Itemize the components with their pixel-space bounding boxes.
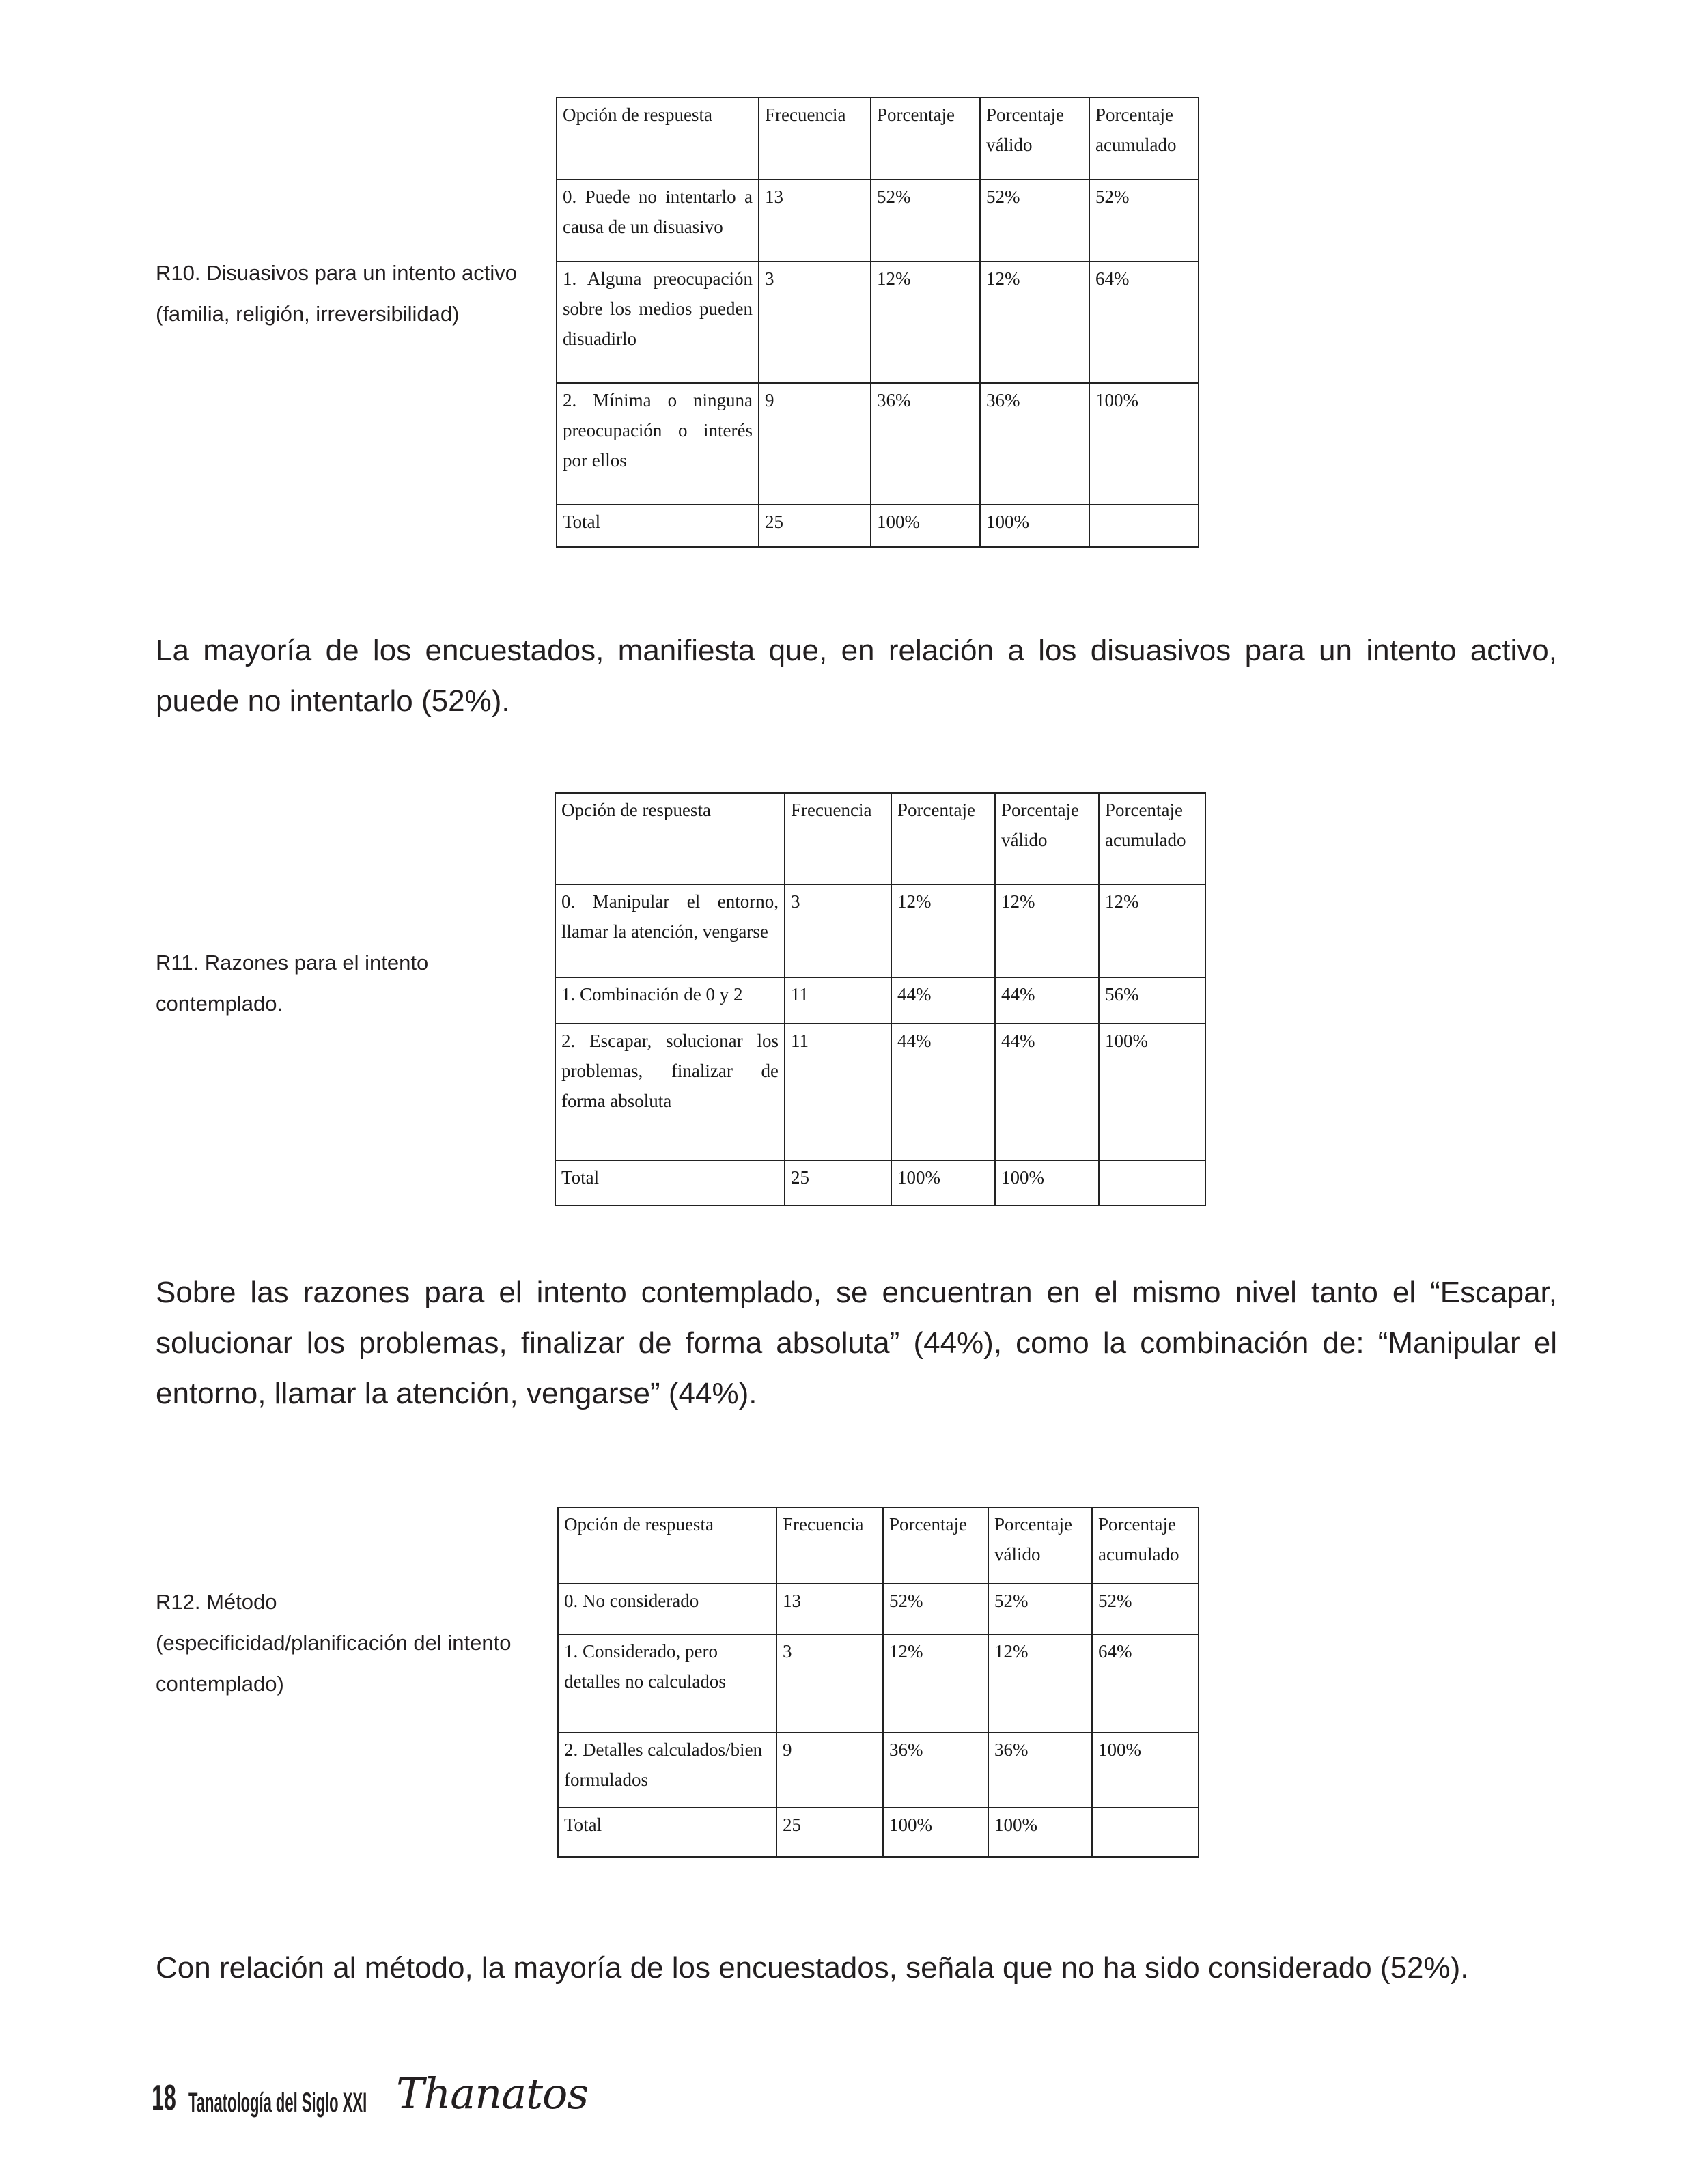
option-cell: 1. Combinación de 0 y 2	[555, 977, 785, 1024]
r10-label-line: (familia, religión, irreversibilidad)	[156, 302, 460, 326]
header-cell: Porcentaje	[871, 98, 980, 180]
header-cell: Porcentaje válido	[980, 98, 1089, 180]
table-cell: 100%	[980, 505, 1089, 547]
table-cell: 25	[776, 1808, 883, 1857]
header-cell: Frecuencia	[785, 793, 891, 884]
header-cell: Porcentaje	[883, 1507, 988, 1584]
table-cell	[1092, 1808, 1199, 1857]
r10-label-line: R10. Disuasivos para un intento activo	[156, 261, 518, 285]
paragraph-r11-summary: Sobre las razones para el intento contemplado, se encuentran en el mismo nivel tanto el “Escapar, solucionar los problemas, finalizar de forma absoluta” (44%), como la combinación de: “Manipular el entorno, llamar la atención, vengarse” (44%).	[156, 1276, 1557, 1410]
header-cell: Porcentaje válido	[995, 793, 1099, 884]
table-row	[555, 884, 1205, 977]
r12-table	[557, 1507, 1199, 1858]
table-row	[557, 180, 1199, 262]
table-cell: 3	[776, 1634, 883, 1733]
table-cell: 25	[759, 505, 871, 547]
table-header-row	[555, 793, 1205, 884]
header-cell: Porcentaje	[891, 793, 995, 884]
table-row	[557, 383, 1199, 505]
table-row	[558, 1584, 1199, 1634]
table-cell: 12%	[871, 262, 980, 383]
option-cell: 1. Alguna preocupación sobre los medios pueden disuadirlo	[557, 262, 759, 383]
option-cell: Total	[557, 505, 759, 547]
option-cell: 2. Mínima o ninguna preocupación o interés por ellos	[557, 383, 759, 505]
table-cell: 12%	[891, 884, 995, 977]
table-cell: 100%	[891, 1160, 995, 1205]
table-row	[555, 1024, 1205, 1160]
r11-label	[156, 942, 428, 1024]
table-cell: 25	[785, 1160, 891, 1205]
table-row	[558, 1634, 1199, 1733]
table-cell: 52%	[871, 180, 980, 262]
table-cell: 44%	[891, 977, 995, 1024]
header-cell: Frecuencia	[759, 98, 871, 180]
paragraph-r10-summary: La mayoría de los encuestados, manifiesta que, en relación a los disuasivos para un intento activo, puede no intentarlo (52%).	[156, 634, 1557, 718]
table-cell: 11	[785, 977, 891, 1024]
table-header-row	[558, 1507, 1199, 1584]
table-cell: 13	[759, 180, 871, 262]
page-footer	[152, 2057, 588, 2118]
table-cell: 12%	[883, 1634, 988, 1733]
r11-label-line: R11. Razones para el intento	[156, 951, 429, 975]
table-cell: 36%	[988, 1733, 1092, 1808]
table-cell: 36%	[883, 1733, 988, 1808]
r11-table	[555, 792, 1206, 1206]
table-cell: 56%	[1099, 977, 1205, 1024]
table-cell: 100%	[1099, 1024, 1205, 1160]
table-cell: 12%	[995, 884, 1099, 977]
table-cell: 100%	[871, 505, 980, 547]
header-cell: Porcentaje acumulado	[1099, 793, 1205, 884]
table-cell: 52%	[980, 180, 1089, 262]
r12-label	[156, 1582, 511, 1705]
r10-table	[556, 97, 1199, 548]
table-cell: 52%	[1089, 180, 1199, 262]
table-cell: 36%	[871, 383, 980, 505]
table-cell: 44%	[995, 977, 1099, 1024]
table-header-row	[557, 98, 1199, 180]
table-row	[555, 977, 1205, 1024]
option-cell: 0. Puede no intentarlo a causa de un disuasivo	[557, 180, 759, 262]
table-cell: 100%	[995, 1160, 1099, 1205]
table-cell	[1099, 1160, 1205, 1205]
table-row	[558, 1733, 1199, 1808]
paragraph-r12-summary: Con relación al método, la mayoría de los encuestados, señala que no ha sido considerado (52%).	[156, 1951, 1469, 1985]
option-cell: 0. No considerado	[558, 1584, 776, 1634]
table-cell	[1089, 505, 1199, 547]
header-cell: Opción de respuesta	[555, 793, 785, 884]
option-cell: Total	[555, 1160, 785, 1205]
header-cell: Opción de respuesta	[558, 1507, 776, 1584]
table-cell: 12%	[980, 262, 1089, 383]
table-cell: 36%	[980, 383, 1089, 505]
table-cell: 100%	[883, 1808, 988, 1857]
table-total-row	[555, 1160, 1205, 1205]
option-cell: Total	[558, 1808, 776, 1857]
table-row	[557, 262, 1199, 383]
table-cell: 9	[776, 1733, 883, 1808]
table-cell: 44%	[891, 1024, 995, 1160]
table-cell: 100%	[1089, 383, 1199, 505]
table-cell: 100%	[1092, 1733, 1199, 1808]
table-total-row	[558, 1808, 1199, 1857]
table-cell: 12%	[1099, 884, 1205, 977]
table-cell: 11	[785, 1024, 891, 1160]
table-cell: 52%	[1092, 1584, 1199, 1634]
publication-title: Tanatología del Siglo XXI	[188, 2088, 367, 2118]
header-cell: Porcentaje acumulado	[1089, 98, 1199, 180]
table-cell: 44%	[995, 1024, 1099, 1160]
table-cell: 12%	[988, 1634, 1092, 1733]
table-cell: 52%	[883, 1584, 988, 1634]
r12-label-line: contemplado)	[156, 1672, 284, 1696]
r11-label-line: contemplado.	[156, 992, 283, 1016]
table-cell: 100%	[988, 1808, 1092, 1857]
table-cell: 13	[776, 1584, 883, 1634]
r12-label-line: R12. Método	[156, 1590, 277, 1614]
table-cell: 3	[759, 262, 871, 383]
thanatos-logo: Thanatos	[396, 2069, 589, 2118]
page-number: 18	[152, 2078, 176, 2118]
table-cell: 64%	[1089, 262, 1199, 383]
r12-label-line: (especificidad/planificación del intento	[156, 1631, 512, 1655]
header-cell: Porcentaje válido	[988, 1507, 1092, 1584]
header-cell: Opción de respuesta	[557, 98, 759, 180]
table-cell: 52%	[988, 1584, 1092, 1634]
header-cell: Porcentaje acumulado	[1092, 1507, 1199, 1584]
option-cell: 1. Considerado, pero detalles no calculados	[558, 1634, 776, 1733]
option-cell: 2. Detalles calculados/bien formulados	[558, 1733, 776, 1808]
table-cell: 9	[759, 383, 871, 505]
option-cell: 0. Manipular el entorno, llamar la atención, vengarse	[555, 884, 785, 977]
table-cell: 3	[785, 884, 891, 977]
r10-label	[156, 253, 517, 335]
table-cell: 64%	[1092, 1634, 1199, 1733]
option-cell: 2. Escapar, solucionar los problemas, finalizar de forma absoluta	[555, 1024, 785, 1160]
table-total-row	[557, 505, 1199, 547]
header-cell: Frecuencia	[776, 1507, 883, 1584]
